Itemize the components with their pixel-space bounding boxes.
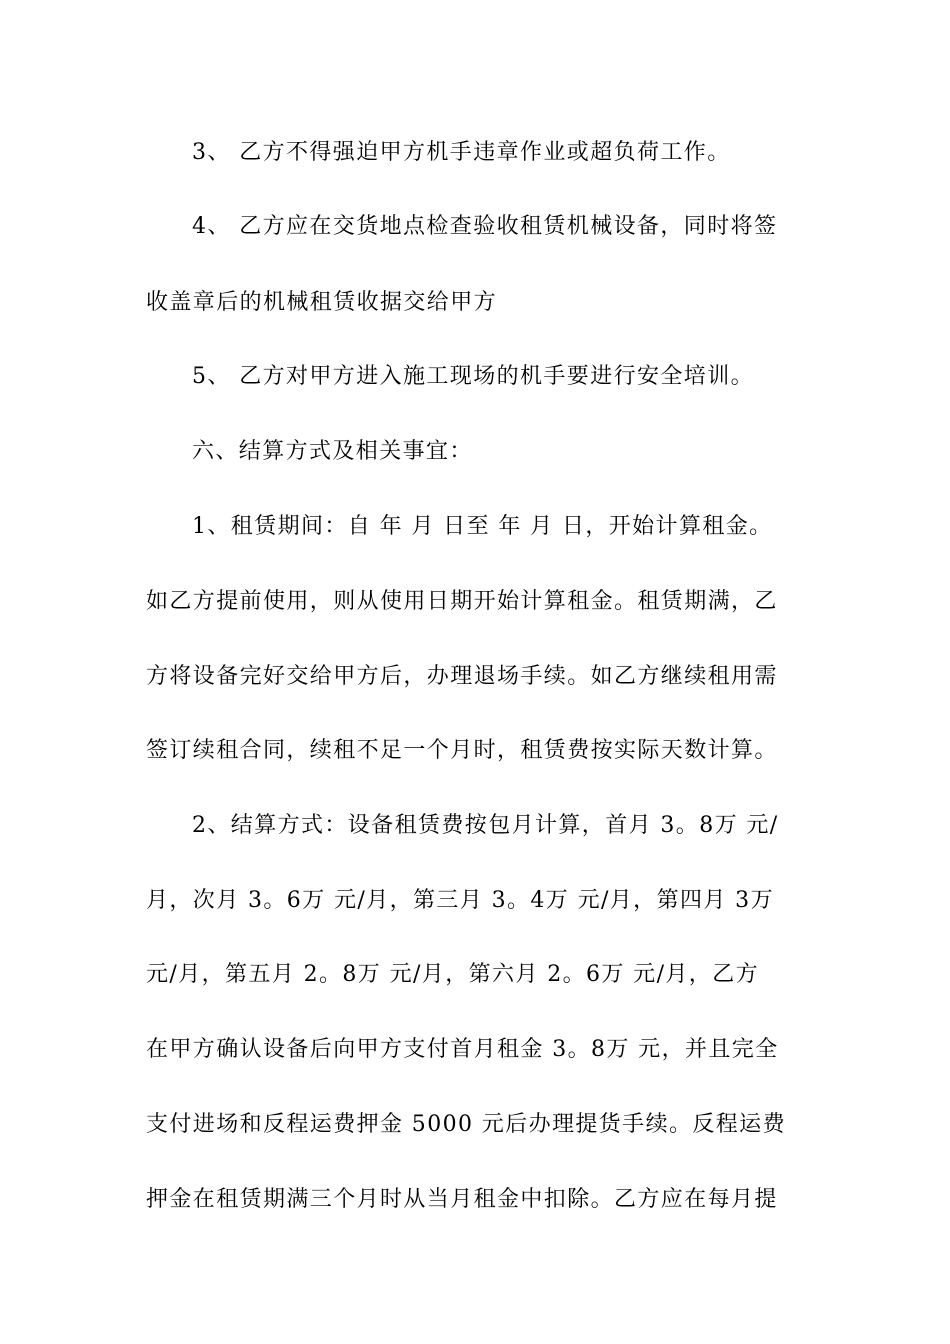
text-line: 支付进场和反程运费押金 5000 元后办理提货手续。反程运费: [146, 1112, 786, 1137]
text-line: 押金在租赁期满三个月时从当月租金中扣除。乙方应在每月提: [146, 1187, 778, 1212]
text-line: 方将设备完好交给甲方后，办理退场手续。如乙方继续租用需: [146, 664, 778, 689]
text-line: 2、结算方式：设备租赁费按包月计算，首月 3。8万 元/: [192, 813, 779, 838]
text-line: 1、租赁期间：自 年 月 日至 年 月 日，开始计算租金。: [192, 514, 773, 539]
text-line: 如乙方提前使用，则从使用日期开始计算租金。租赁期满，乙: [146, 589, 778, 614]
text-line: 3、 乙方不得强迫甲方机手违章作业或超负荷工作。: [192, 140, 731, 165]
text-line: 月，次月 3。6万 元/月，第三月 3。4万 元/月，第四月 3万: [146, 888, 774, 913]
text-line: 4、 乙方应在交货地点检查验收租赁机械设备，同时将签: [192, 214, 778, 239]
text-line: 在甲方确认设备后向甲方支付首月租金 3。8万 元，并且完全: [146, 1037, 779, 1062]
text-line: 5、 乙方对甲方进入施工现场的机手要进行安全培训。: [192, 364, 754, 389]
text-line: 收盖章后的机械租赁收据交给甲方: [146, 290, 498, 315]
section-heading: 六、结算方式及相关事宜：: [192, 439, 473, 464]
text-line: 签订续租合同，续租不足一个月时，租赁费按实际天数计算。: [146, 738, 778, 763]
text-line: 元/月，第五月 2。8万 元/月，第六月 2。6万 元/月，乙方: [146, 962, 759, 987]
